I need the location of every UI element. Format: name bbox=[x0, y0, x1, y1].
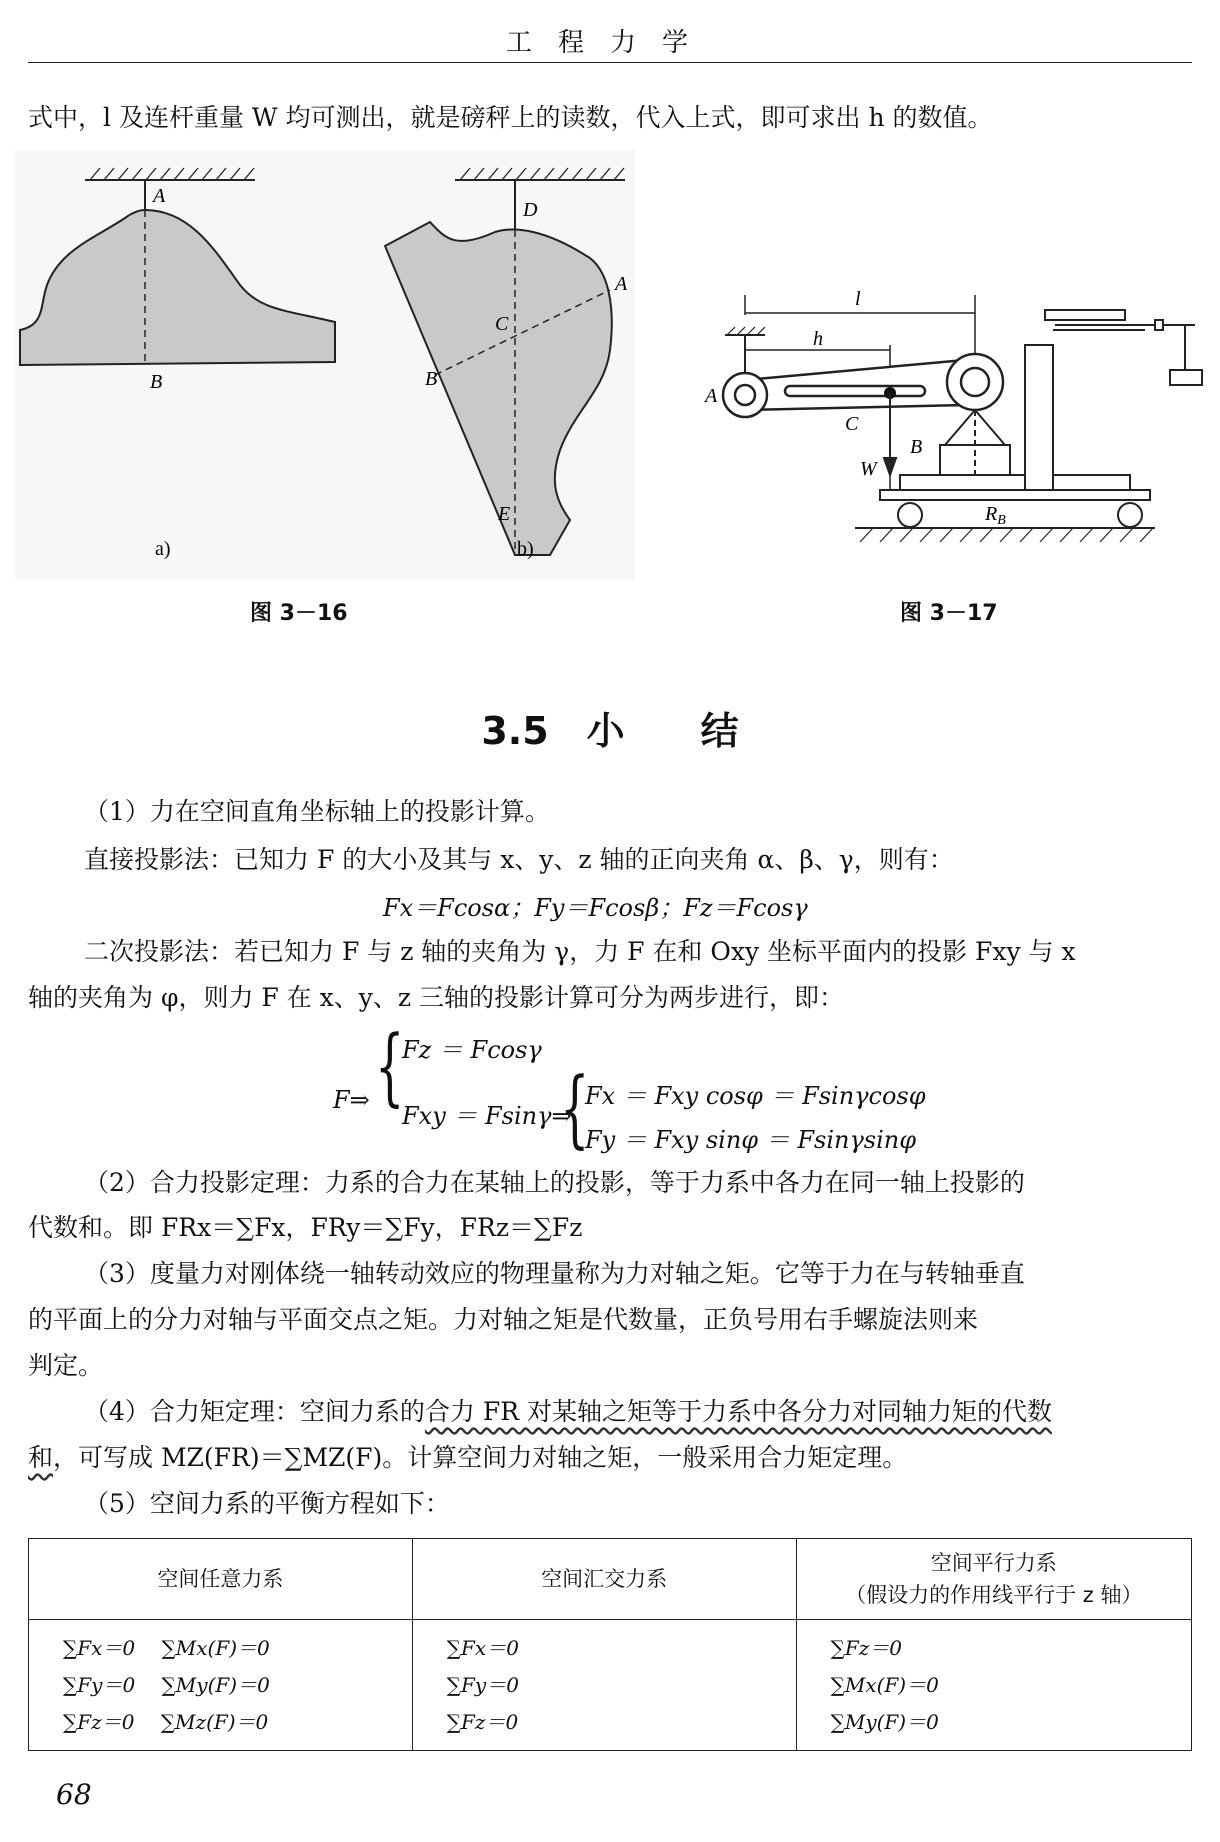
item-4-emphasis-end: 和 bbox=[28, 1443, 54, 1472]
header-concurrent: 空间汇交力系 bbox=[412, 1539, 796, 1620]
formula-fxy: Fxy ＝ Fsinγ⇒ bbox=[402, 1102, 572, 1130]
equation-row: ∑Fx＝0 ∑Mx(F)＝0 bbox=[63, 1635, 270, 1660]
equation-row: ∑My(F)＝0 bbox=[830, 1709, 939, 1734]
direct-projection-text: 直接投影法：已知力 F 的大小及其与 x、y、z 轴的正向夹角 α、β、γ，则有： bbox=[84, 845, 954, 874]
formula-lhs: F⇒ bbox=[333, 1086, 370, 1114]
equation-row: ∑Fy＝0 bbox=[446, 1672, 519, 1697]
sublabel-b: b) bbox=[517, 538, 534, 560]
left-brace-1: { bbox=[375, 1017, 405, 1115]
secondary-projection-line1: 二次投影法：若已知力 F 与 z 轴的夹角为 γ，力 F 在和 Oxy 坐标平面内的投影 Fxy 与 x bbox=[84, 937, 1076, 966]
formula-fy: Fy ＝ Fxy sinφ ＝ Fsinγsinφ bbox=[585, 1126, 917, 1154]
header-rule bbox=[28, 62, 1192, 63]
item-4-line2 bbox=[28, 1438, 907, 1478]
header-arbitrary: 空间任意力系 bbox=[29, 1539, 413, 1620]
formula-fz: Fz ＝ Fcosγ bbox=[402, 1036, 542, 1064]
figure-3-17 bbox=[685, 270, 1205, 590]
caption-fig-3-16: 图 3－16 bbox=[250, 601, 348, 626]
label-b-C: C bbox=[495, 313, 509, 335]
header-parallel-note: （假设力的作用线平行于 z 轴） bbox=[845, 1583, 1143, 1607]
formula-direct: Fx＝Fcosα；Fy＝Fcosβ；Fz＝Fcosγ bbox=[383, 894, 808, 922]
label-a-A: A bbox=[153, 185, 166, 207]
item-2-line2: 代数和。即 FRx＝∑Fx，FRy＝∑Fy，FRz＝∑Fz bbox=[28, 1213, 583, 1242]
sublabel-a: a) bbox=[155, 538, 171, 560]
label-b-E: E bbox=[498, 503, 511, 525]
caption-fig-3-17: 图 3－17 bbox=[900, 601, 998, 626]
equations-concurrent bbox=[412, 1620, 796, 1751]
label-b-D: D bbox=[523, 199, 538, 221]
item-3-line3: 判定。 bbox=[28, 1351, 104, 1380]
label-h: h bbox=[813, 328, 823, 350]
item-4-rest: ，可写成 MZ(FR)＝∑MZ(F)。计算空间力对轴之矩，一般采用合力矩定理。 bbox=[53, 1443, 908, 1472]
label-l: l bbox=[855, 288, 861, 310]
equilibrium-table bbox=[28, 1538, 1192, 1751]
page-number: 68 bbox=[56, 1778, 92, 1811]
item-4-line1 bbox=[84, 1392, 1052, 1432]
header-parallel-title: 空间平行力系 bbox=[930, 1551, 1057, 1575]
equation-row: ∑Fz＝0 bbox=[830, 1635, 902, 1660]
label-b-B: B bbox=[425, 368, 438, 390]
label-b-A: A bbox=[615, 273, 628, 295]
equations-arbitrary bbox=[29, 1620, 413, 1751]
section-title: 3.5 小 结 bbox=[481, 709, 739, 753]
item-4-emphasis: 合力 FR 对某轴之矩等于力系中各分力对同轴力矩的代数 bbox=[424, 1397, 1052, 1426]
item-2-line1: （2）合力投影定理：力系的合力在某轴上的投影，等于力系中各力在同一轴上投影的 bbox=[84, 1168, 1025, 1197]
label-C: C bbox=[845, 413, 859, 435]
equation-row: ∑Fz＝0 ∑Mz(F)＝0 bbox=[63, 1709, 269, 1734]
connecting-rod bbox=[723, 354, 1003, 417]
item-5: （5）空间力系的平衡方程如下： bbox=[84, 1489, 450, 1518]
label-A: A bbox=[705, 385, 718, 407]
figure-3-16 bbox=[15, 150, 635, 580]
equation-row: ∑Fx＝0 bbox=[446, 1635, 519, 1660]
equation-row: ∑Fz＝0 bbox=[446, 1709, 519, 1734]
label-a-B: B bbox=[150, 371, 163, 393]
running-header: 工程力学 bbox=[505, 28, 714, 58]
label-B: B bbox=[910, 436, 923, 458]
label-RB: $R_B$ bbox=[985, 503, 1006, 528]
formula-fx: Fx ＝ Fxy cosφ ＝ Fsinγcosφ bbox=[585, 1082, 926, 1110]
item-4-prefix: （4）合力矩定理：空间力系的 bbox=[84, 1397, 425, 1426]
secondary-projection-line2: 轴的夹角为 φ，则力 F 在 x、y、z 三轴的投影计算可分为两步进行，即： bbox=[28, 983, 844, 1012]
header-parallel bbox=[796, 1539, 1191, 1620]
label-W: W bbox=[860, 458, 877, 480]
equation-row: ∑Fy＝0 ∑My(F)＝0 bbox=[63, 1672, 270, 1697]
item-3-line2: 的平面上的分力对轴与平面交点之矩。力对轴之矩是代数量，正负号用右手螺旋法则来 bbox=[28, 1305, 979, 1334]
equation-row: ∑Mx(F)＝0 bbox=[830, 1672, 939, 1697]
item-1: （1）力在空间直角坐标轴上的投影计算。 bbox=[84, 797, 550, 826]
equations-parallel bbox=[796, 1620, 1191, 1751]
left-brace-2: { bbox=[560, 1059, 590, 1157]
item-3-line1: （3）度量力对刚体绕一轴转动效应的物理量称为力对轴之矩。它等于力在与转轴垂直 bbox=[84, 1259, 1025, 1288]
intro-text: 式中，l 及连杆重量 W 均可测出，就是磅秤上的读数，代入上式，即可求出 h 的数值。 bbox=[28, 103, 993, 132]
